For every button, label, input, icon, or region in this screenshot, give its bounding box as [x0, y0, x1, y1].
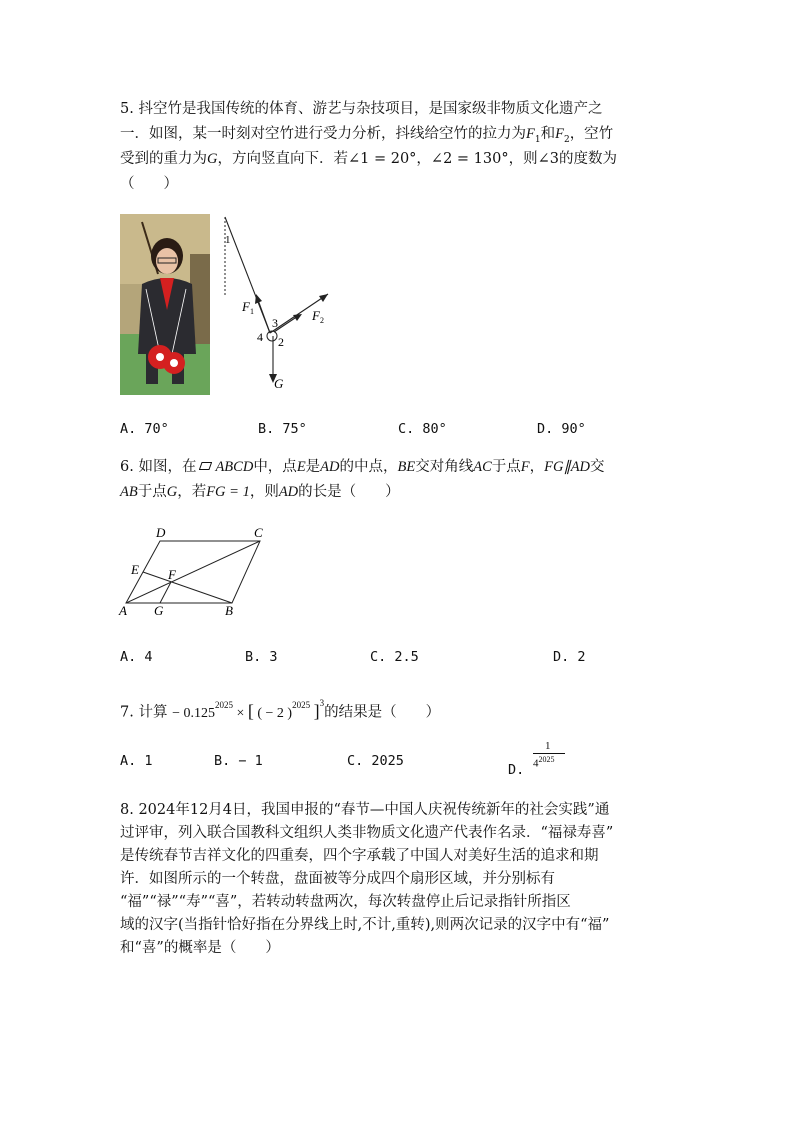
q7-expression: − $0.125^{2025}$ × [ ( − 2 )$^{2025}$ ]$^3$: [172, 698, 325, 721]
q5-line2: 一．如图，某一时刻对空竹进行受力分析，抖线给空竹的拉力为$F_1$和$F_2$，空竹: [120, 126, 614, 145]
q6-option-c: C. 2.5: [370, 649, 419, 665]
force-diagram: [218, 210, 338, 395]
q5-option-a: A. 70°: [120, 421, 169, 437]
parallelogram-figure: [114, 524, 284, 620]
q8-line6: 域的汉字(当指针恰好指在分界线上时,不计,重转),则两次记录的汉字中有“福”: [120, 917, 610, 933]
q8-line3: 是传统春节吉祥文化的四重奏，四个字承载了中国人对美好生活的追求和期: [120, 848, 599, 864]
angle-4-label: 4: [257, 330, 263, 344]
q7-option-b: B. − 1: [214, 753, 263, 769]
q5-answer-paren: （ ）: [120, 176, 178, 192]
q5-option-d: D. 90°: [537, 421, 586, 437]
g-label: G: [274, 376, 284, 391]
point-f-label: F: [168, 567, 176, 582]
q5-option-b: B. 75°: [258, 421, 307, 437]
point-a-label: A: [119, 603, 127, 618]
angle-1-label: 1: [225, 234, 231, 246]
point-d-label: D: [156, 525, 166, 540]
f1-sub-label: 1: [250, 307, 254, 316]
f1-label: F: [242, 299, 250, 314]
f2-sub-label: 2: [320, 316, 324, 325]
q6-option-a: A. 4: [120, 649, 153, 665]
point-e-label: E: [131, 562, 139, 577]
q8-line5: “福”“禄”“寿”“喜”，若转动转盘两次，每次转盘停止后记录指针所指区: [120, 894, 571, 910]
fraction-bar: [533, 753, 565, 754]
q6-line2: AB于点G，若FG = 1，则AD的长是（ ）: [120, 484, 400, 500]
parallelogram-symbol: [199, 456, 212, 464]
f2-label: F: [312, 308, 320, 323]
q7-option-d: D. 1 $4^{2025}$: [508, 741, 578, 781]
q6-line1: 6. 如图，在 ABCD中，点E是AD的中点，BE交对角线AC于点F，FG∥AD交: [120, 457, 605, 477]
fraction-denominator: $4^{2025}$: [533, 755, 555, 770]
q5-line1: 5. 抖空竹是我国传统的体育、游艺与杂技项目，是国家级非物质文化遗产之: [120, 101, 603, 117]
q7-option-c: C. 2025: [347, 753, 404, 769]
point-c-label: C: [254, 525, 263, 540]
q8-line7: 和“喜”的概率是（ ）: [120, 940, 280, 956]
q6-option-b: B. 3: [245, 649, 278, 665]
diabolo-photo: [120, 214, 210, 395]
q7-line: 7. 计算 − $0.125^{2025}$ × [ ( − 2 )$^{2025}$ ]$^3$的结果是（ ）: [120, 698, 441, 721]
q8-line2: 过评审，列入联合国教科文组织人类非物质文化遗产代表作名录．“福禄寿喜”: [120, 825, 614, 841]
q7-option-a: A. 1: [120, 753, 153, 769]
q8-line4: 许．如图所示的一个转盘，盘面被等分成四个扇形区域，并分别标有: [120, 871, 555, 887]
q6-option-d: D. 2: [553, 649, 586, 665]
q5-line3: 受到的重力为G，方向竖直向下．若∠1 = 20°，∠2 = 130°，则∠3的度数为: [120, 151, 617, 167]
point-g-label: G: [154, 603, 164, 618]
angle-3-label: 3: [272, 316, 278, 330]
point-b-label: B: [225, 603, 233, 618]
q8-line1: 8. 2024年12月4日，我国申报的“春节—中国人庆祝传统新年的社会实践”通: [120, 802, 610, 818]
q5-option-c: C. 80°: [398, 421, 447, 437]
angle-2-label: 2: [278, 335, 284, 349]
